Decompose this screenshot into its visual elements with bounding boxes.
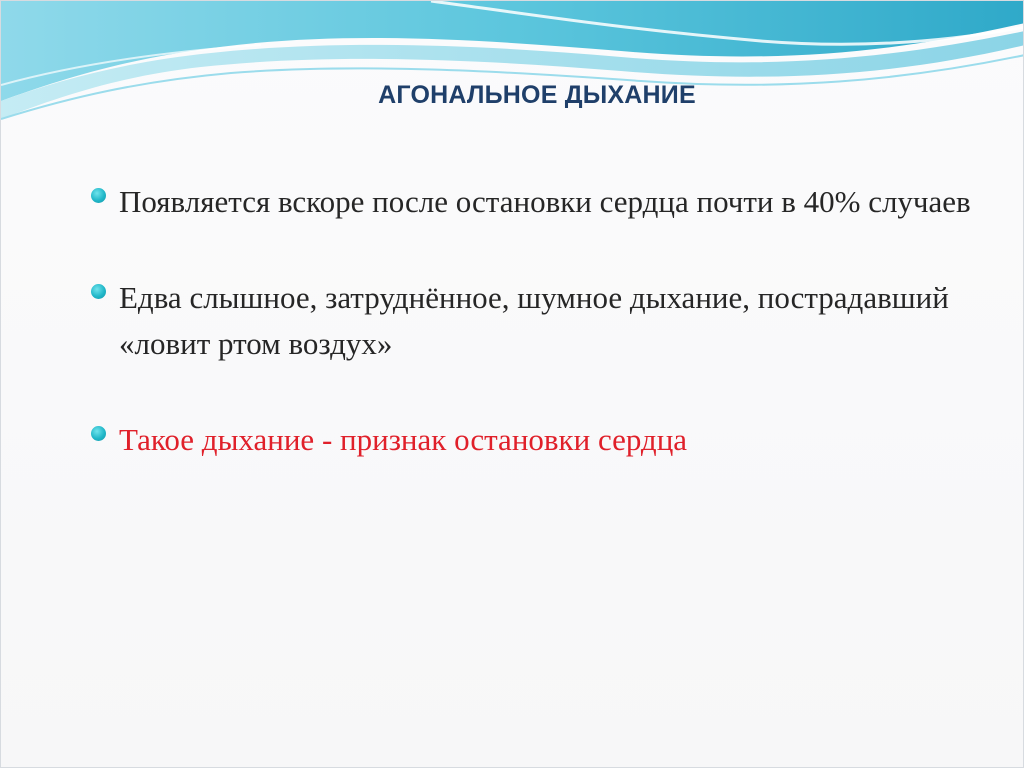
teal-dot-icon [91,284,106,299]
bullet-text-3: Такое дыхание - признак остановки сердца [119,422,688,457]
bullet-text-1: Появляется вскоре после остановки сердца почти в 40% случаев [119,184,971,219]
bullet-text-2: Едва слышное, затруднённое, шумное дыхание, пострадавший «ловит ртом воздух» [119,280,949,361]
teal-dot-icon [91,426,106,441]
wave-decoration [1,1,1024,141]
teal-dot-icon [91,188,106,203]
bullet-item-2 [91,275,991,367]
slide-title: АГОНАЛЬНОЕ ДЫХАНИЕ [378,81,696,109]
bullet-item-1 [91,179,991,225]
bullet-item-3 [91,417,991,463]
bullet-list [91,179,991,463]
